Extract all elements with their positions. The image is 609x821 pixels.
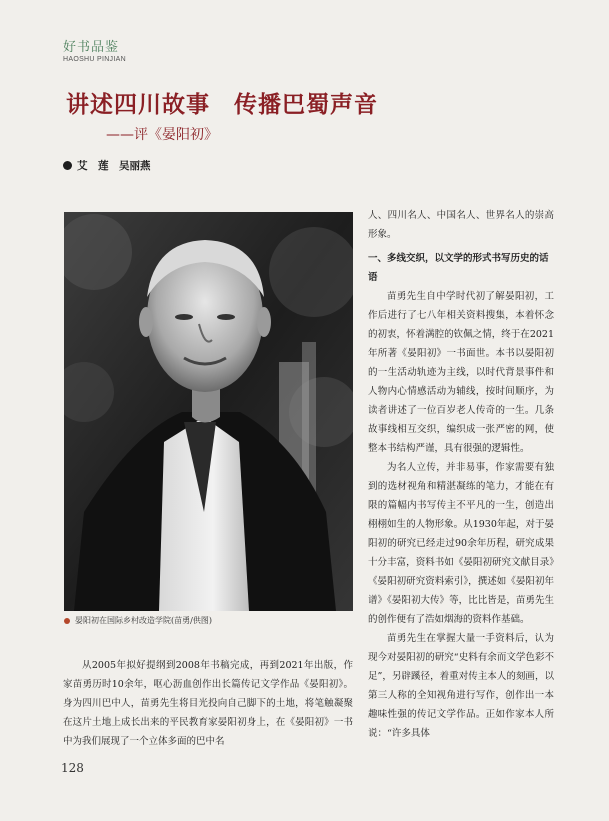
right-intro-text: 人、四川名人、中国名人、世界名人的崇高形象。 (368, 210, 554, 240)
author-line (63, 158, 151, 173)
section-heading: 一、多线交织，以文学的形式书写历史的话语 (368, 253, 549, 283)
left-bottom-paragraph: 从2005年拟好提纲到2008年书稿完成，再到2021年出版，作家苗勇历时10余年，呕心沥血创作出长篇传记文学作品《晏阳初》。身为四川巴中人，苗勇先生将目光投向自己脚下的土地，将笔触凝聚在这片土地上成长出来的平民教育家晏阳初身上，在《晏阳初》一书中为我们展现了一个立体多面的巴中名 (63, 660, 353, 747)
author-bullet-icon (63, 161, 72, 170)
page-number: 128 (61, 761, 84, 775)
article-title: 讲述四川故事 传播巴蜀声音 (66, 92, 378, 118)
article-subtitle: ——评《晏阳初》 (106, 127, 218, 143)
portrait-illustration (64, 212, 353, 611)
column-title: 好书品鉴 (63, 40, 120, 55)
author-names: 艾 莲 吴丽燕 (77, 160, 151, 172)
caption-bullet-icon (64, 618, 70, 624)
right-paragraph-1: 苗勇先生自中学时代初了解晏阳初，工作后进行了七八年相关资料搜集，本着怀念的初衷，怀着满腔的钦佩之情，终于在2021年所著《晏阳初》一书面世。本书以晏阳初的一生活动轨迹为主线，以时代背景事件和人物内心情感活动为辅线，按时间顺序，为读者讲述了一位百岁老人传奇的一生。几条故事线相互交织，编织成一张严密的网，使整本书结构严谨，具有很强的逻辑性。 (368, 291, 554, 454)
column-title-pinyin: HAOSHU PINJIAN (63, 56, 126, 63)
right-column (368, 206, 554, 743)
photo-caption (64, 615, 212, 626)
portrait-photo (64, 212, 353, 611)
column-header (63, 36, 126, 63)
photo-caption-text: 晏阳初在国际乡村改造学院(苗勇/供图) (75, 616, 212, 625)
right-paragraph-2: 为名人立传，并非易事，作家需要有独到的选材视角和精湛凝练的笔力，才能在有限的篇幅内书写传主不平凡的一生，创造出栩栩如生的人物形象。从1930年起，对于晏阳初的研究已经走过90余年历程，研究成果十分丰富，资料书如《晏阳初研究文献目录》《晏阳初研究资料索引》，撰述如《晏阳初年谱》《晏阳初大传》等，比比皆是，苗勇先生的创作便有了浩如烟海的资料作基础。 (368, 462, 554, 625)
left-bottom-column (63, 656, 353, 751)
right-paragraph-3: 苗勇先生在掌握大量一手资料后，认为现今对晏阳初的研究“史料有余而文学色彩不足”，另辟蹊径，着重对传主本人的刻画，以第三人称的全知视角进行写作，创作出一本趣味性强的传记文学作品。正如作家本人所说：“许多具体 (368, 633, 554, 739)
